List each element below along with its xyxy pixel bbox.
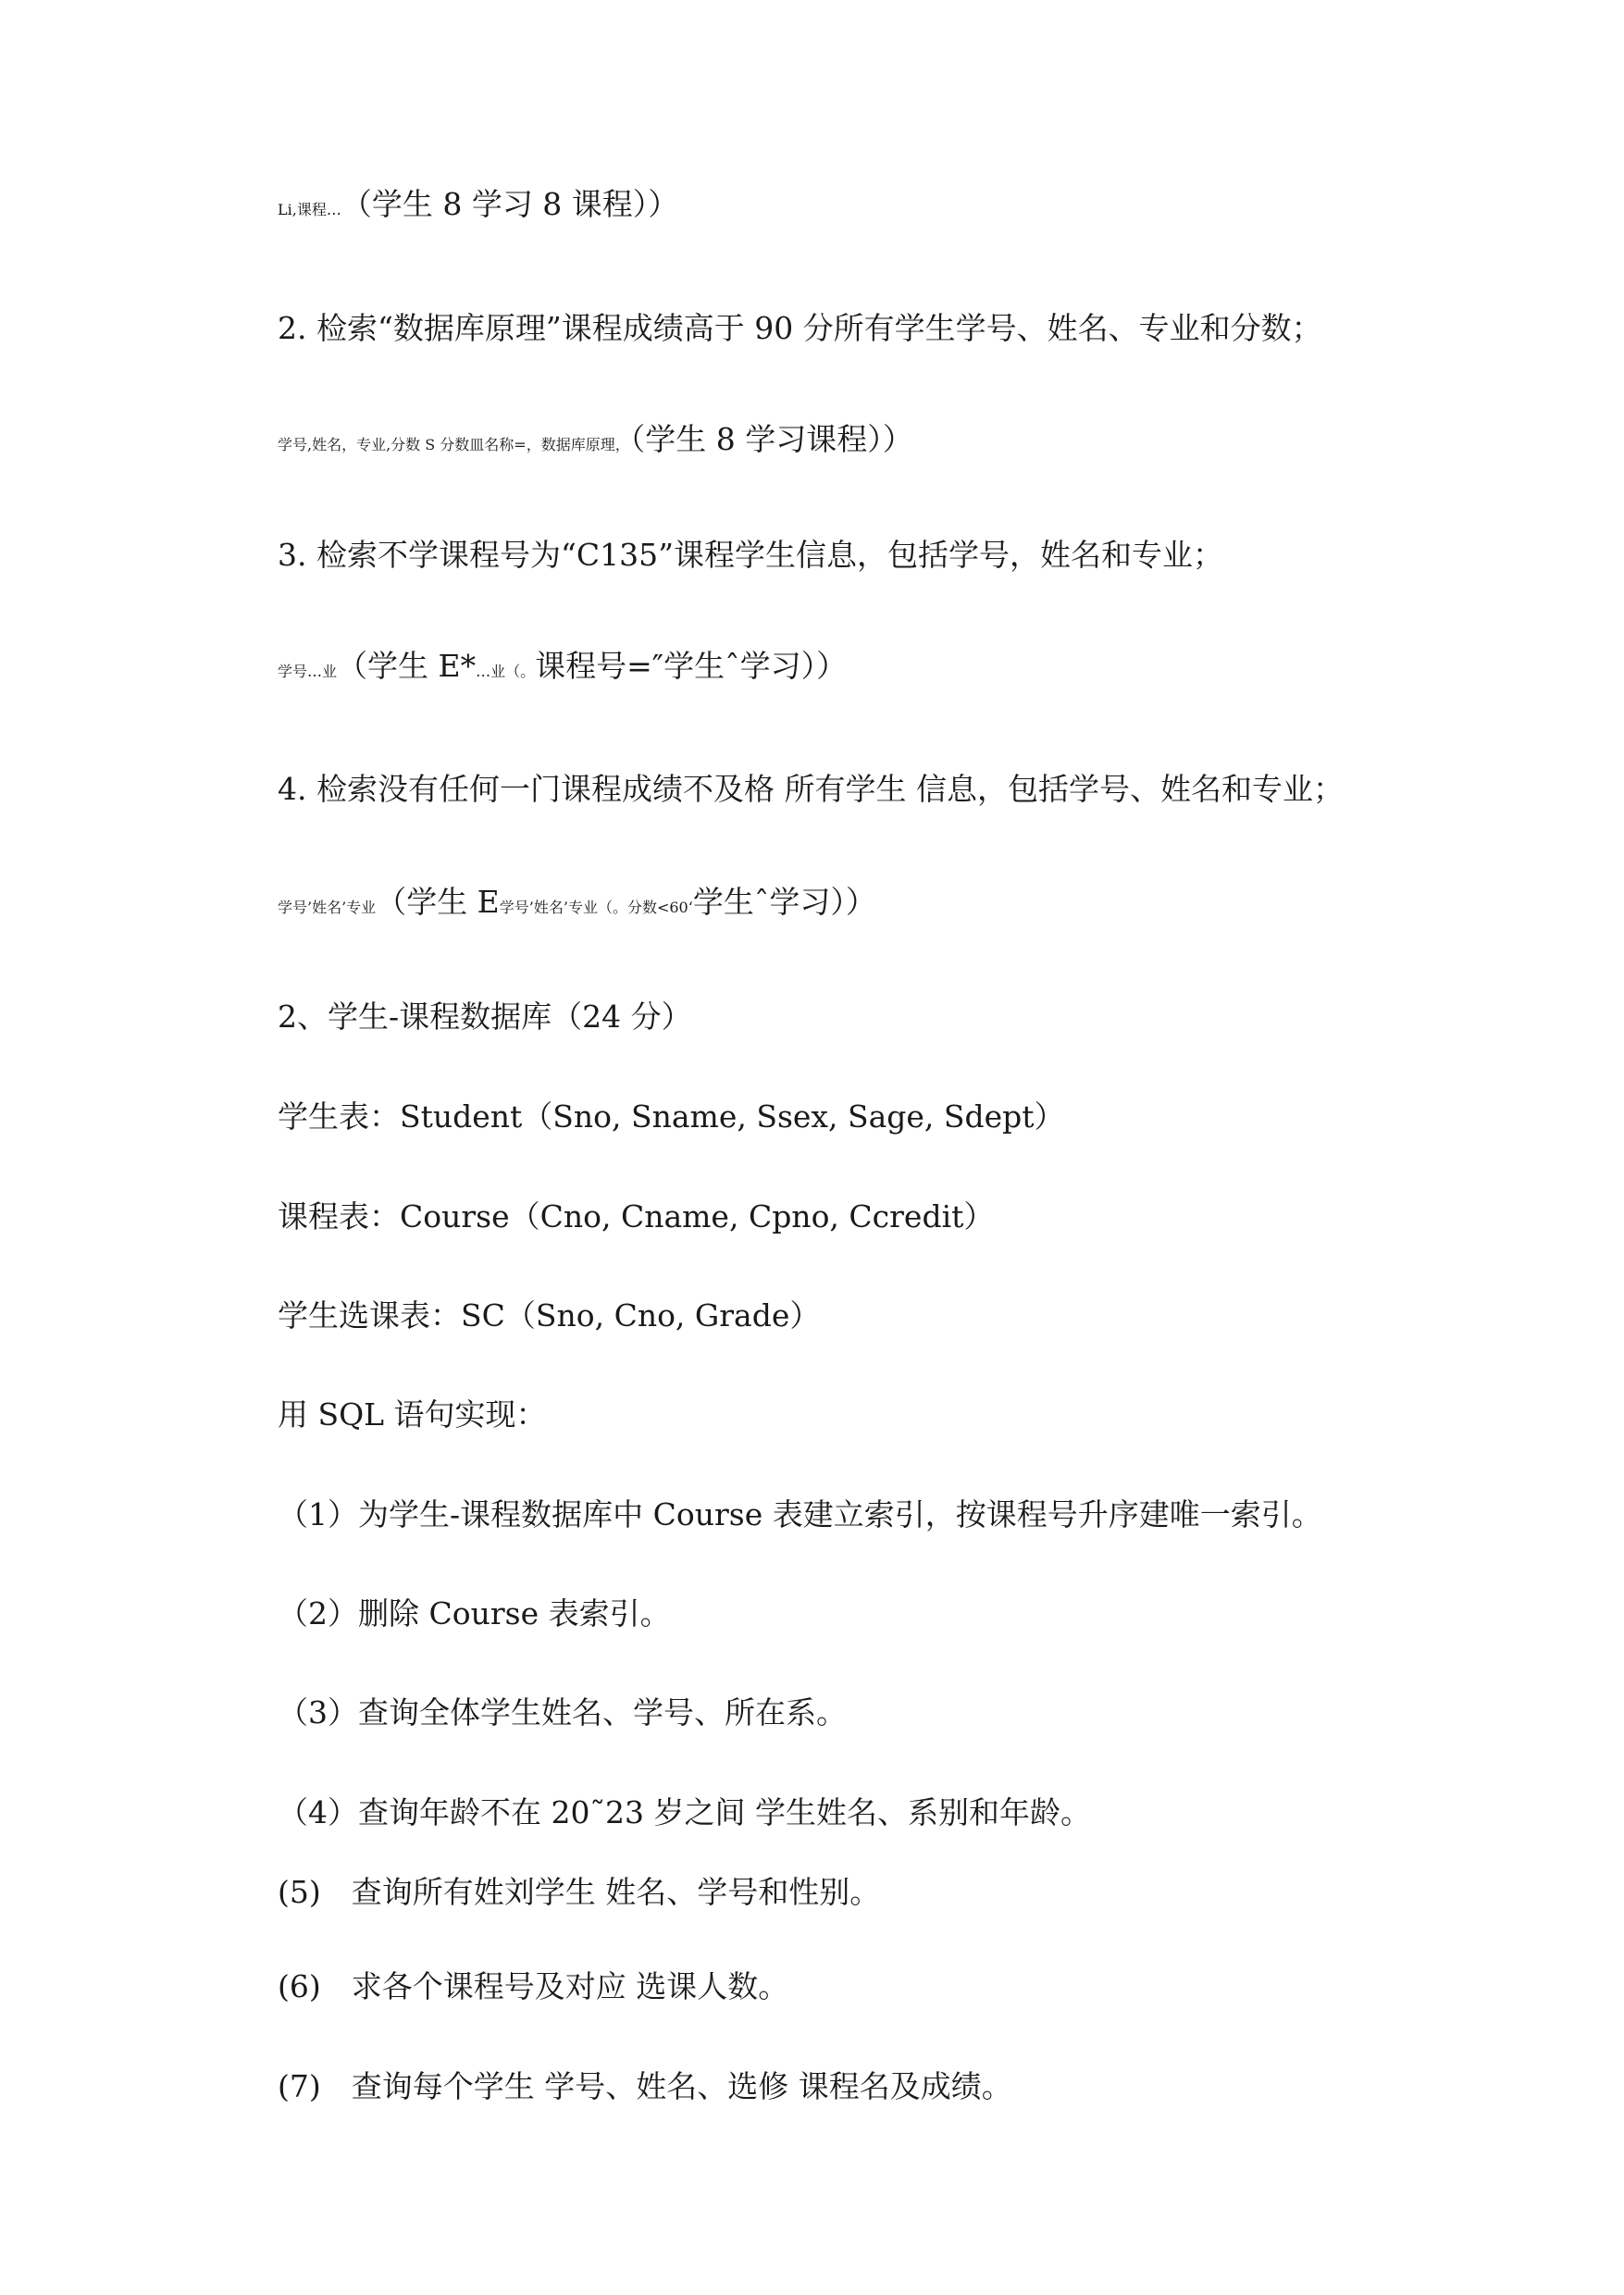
question-4: 4. 检索没有任何一门课程成绩不及格 所有学生 信息，包括学号、姓名和专业； (278, 771, 1344, 807)
formula-small-text: Li,课程… (278, 201, 341, 218)
formula-small-text: 学号…业 (278, 663, 338, 680)
sc-table-def: 学生选课表：SC（Sno, Cno, Grade） (278, 1297, 821, 1334)
formula-small-text: 学号,姓名，专业,分数 S 分数皿名称=，数据库原理， (278, 436, 630, 453)
task-item-3: （3）查询全体学生姓名、学号、所在系。 (278, 1694, 847, 1731)
formula-small-text: 学号’姓名’专业 (278, 899, 377, 916)
formula-large-text: 课程号=″学生ˆ学习）） (535, 648, 848, 684)
formula-large-text: （学生 E* (337, 648, 477, 684)
formula-small-text: …业（。 (476, 663, 536, 680)
task-item-1: （1）为学生-课程数据库中 Course 表建立索引，按课程号升序建唯一索引。 (278, 1496, 1322, 1532)
question-3: 3. 检索不学课程号为“C135”课程学生信息，包括学号，姓名和专业； (278, 537, 1223, 573)
course-table-def: 课程表：Course（Cno, Cname, Cpno, Ccredit） (278, 1198, 995, 1234)
formula-large-text: （学生 8 学习课程）） (629, 421, 913, 457)
task-item-4: （4）查询年龄不在 20˜23 岁之间 学生姓名、系别和年龄。 (278, 1794, 1091, 1830)
task-item-5: (5) 查询所有姓刘学生 姓名、学号和性别。 (278, 1874, 881, 1910)
formula-large-text: （学生 8 学习 8 课程）） (341, 186, 679, 222)
formula-small-text: 学号’姓名’专业（。 (499, 899, 627, 916)
section-heading: 2、学生-课程数据库（24 分） (278, 999, 692, 1035)
formula-line-4 (278, 884, 876, 920)
formula-large-text: （学生 E (376, 884, 500, 920)
formula-large-text: 学生ˆ学习）） (692, 884, 876, 920)
question-2: 2. 检索“数据库原理”课程成绩高于 90 分所有学生学号、姓名、专业和分数； (278, 310, 1322, 346)
formula-line-2 (278, 421, 913, 457)
student-table-def: 学生表：Student（Sno, Sname, Ssex, Sage, Sdept） (278, 1098, 1065, 1135)
formula-small-text: 分数<60‘ (626, 899, 693, 916)
formula-line-1 (278, 186, 679, 222)
task-item-7: (7) 查询每个学生 学号、姓名、选修 课程名及成绩。 (278, 2068, 1012, 2104)
task-item-2: （2）删除 Course 表索引。 (278, 1595, 671, 1631)
formula-line-3 (278, 648, 848, 684)
task-item-6: (6) 求各个课程号及对应 选课人数。 (278, 1968, 789, 2004)
sql-intro: 用 SQL 语句实现： (278, 1396, 547, 1433)
